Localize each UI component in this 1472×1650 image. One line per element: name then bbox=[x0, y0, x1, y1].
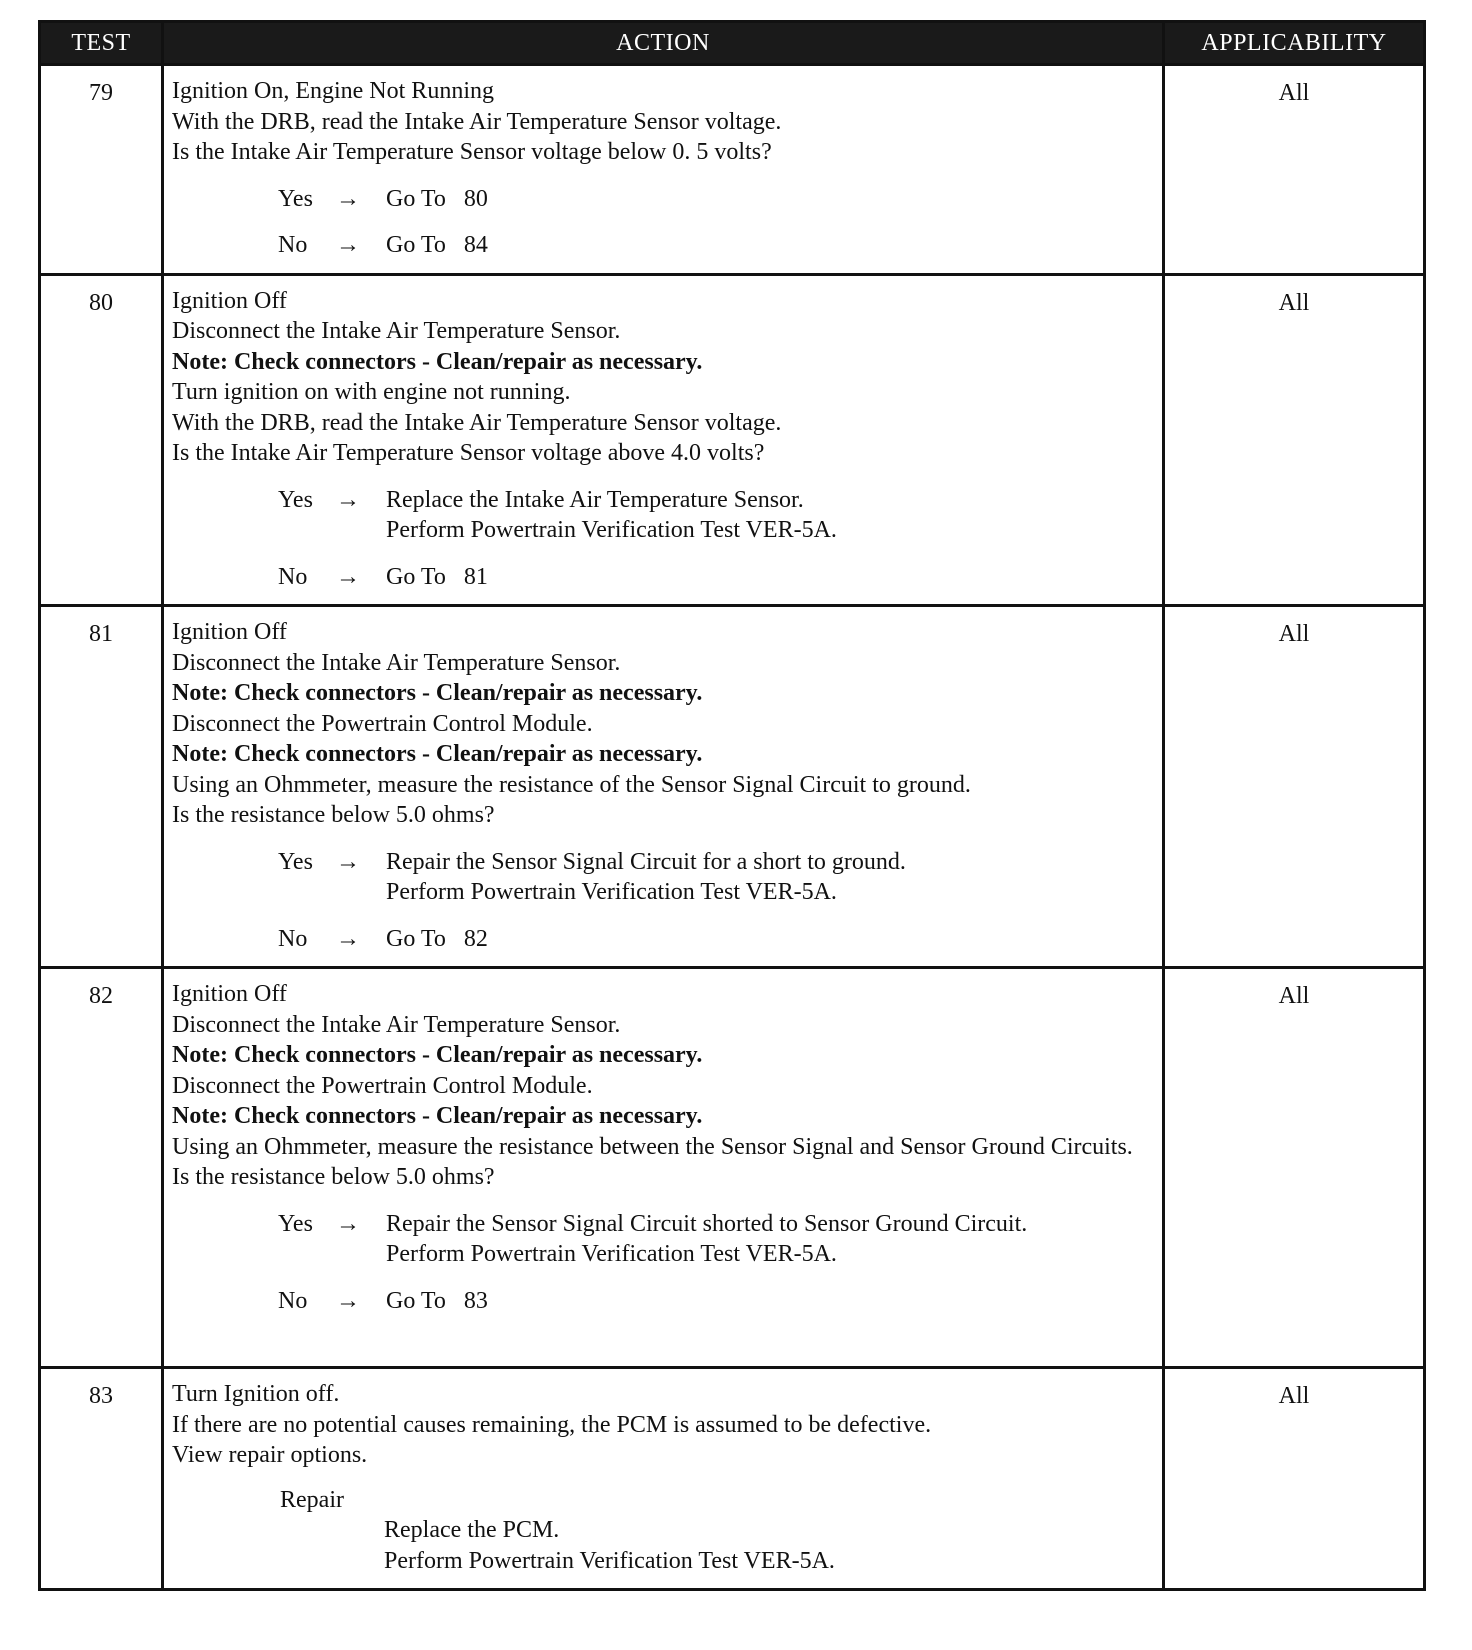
arrow-icon: → bbox=[336, 232, 360, 258]
action-line: With the DRB, read the Intake Air Temperature Sensor voltage. bbox=[172, 108, 782, 135]
arrow-icon: → bbox=[336, 925, 360, 952]
yes-label: Yes bbox=[278, 848, 313, 875]
goto-target: 84 bbox=[463, 232, 488, 258]
yes-result bbox=[386, 1209, 1156, 1270]
goto-target: 81 bbox=[463, 563, 488, 590]
action-line: Disconnect the Powertrain Control Module. bbox=[172, 710, 593, 737]
no-option bbox=[278, 230, 1156, 261]
action-line: Using an Ohmmeter, measure the resistance of the Sensor Signal Circuit to ground. bbox=[172, 771, 971, 798]
note-line: Note: Check connectors - Clean/repair as necessary. bbox=[172, 1103, 703, 1129]
result-line: Repair the Sensor Signal Circuit for a short to ground. bbox=[386, 848, 906, 875]
result-line: Repair the Sensor Signal Circuit shorted to Sensor Ground Circuit. bbox=[386, 1210, 1028, 1237]
action-line: Disconnect the Intake Air Temperature Sensor. bbox=[172, 649, 621, 676]
applicability-cell: All bbox=[1164, 65, 1425, 275]
action-line: Ignition On, Engine Not Running bbox=[172, 78, 494, 104]
action-line: Is the Intake Air Temperature Sensor voltage below 0. 5 volts? bbox=[172, 139, 772, 165]
goto-label: Go To bbox=[386, 232, 446, 258]
no-option bbox=[278, 1286, 1156, 1317]
header-applicability: APPLICABILITY bbox=[1164, 22, 1425, 65]
goto-label: Go To bbox=[386, 563, 446, 590]
action-line: View repair options. bbox=[172, 1442, 368, 1468]
applicability-cell: All bbox=[1164, 606, 1425, 968]
table-row bbox=[40, 968, 1425, 1368]
no-label: No bbox=[278, 925, 308, 952]
result-line: Replace the Intake Air Temperature Sensor. bbox=[386, 486, 804, 513]
no-label: No bbox=[278, 232, 308, 258]
yes-label: Yes bbox=[278, 185, 313, 212]
no-label: No bbox=[278, 563, 308, 590]
action-line: Disconnect the Powertrain Control Module. bbox=[172, 1072, 593, 1099]
no-result bbox=[386, 924, 1156, 955]
repair-label: Repair bbox=[280, 1486, 344, 1513]
arrow-icon: → bbox=[336, 563, 360, 590]
no-label: No bbox=[278, 1287, 308, 1314]
arrow-icon: → bbox=[336, 1287, 360, 1314]
goto-target: 82 bbox=[463, 925, 488, 952]
repair-steps bbox=[384, 1515, 1156, 1576]
diagnostic-test-table bbox=[38, 20, 1426, 1591]
action-cell bbox=[163, 274, 1164, 606]
no-option bbox=[278, 924, 1156, 955]
action-cell bbox=[163, 968, 1164, 1368]
yes-option bbox=[278, 1209, 1156, 1270]
goto-target: 80 bbox=[463, 185, 488, 212]
action-line: Ignition Off bbox=[172, 287, 287, 314]
test-number: 79 bbox=[40, 65, 163, 275]
applicability-cell: All bbox=[1164, 1368, 1425, 1590]
goto-label: Go To bbox=[386, 1287, 446, 1314]
yes-result bbox=[386, 184, 1156, 215]
no-result bbox=[386, 1286, 1156, 1317]
table-row bbox=[40, 65, 1425, 275]
yes-label: Yes bbox=[278, 486, 313, 513]
action-line: Disconnect the Intake Air Temperature Sensor. bbox=[172, 318, 621, 344]
action-line: Turn ignition on with engine not running. bbox=[172, 379, 571, 405]
header-test: TEST bbox=[40, 22, 163, 65]
action-line: Ignition Off bbox=[172, 619, 287, 645]
repair-step: Replace the PCM. bbox=[384, 1517, 560, 1543]
applicability-cell: All bbox=[1164, 968, 1425, 1368]
goto-label: Go To bbox=[386, 925, 446, 952]
no-option bbox=[278, 562, 1156, 593]
no-result bbox=[386, 562, 1156, 593]
action-cell bbox=[163, 65, 1164, 275]
note-line: Note: Check connectors - Clean/repair as necessary. bbox=[172, 348, 703, 375]
note-line: Note: Check connectors - Clean/repair as necessary. bbox=[172, 1042, 703, 1068]
yes-option bbox=[278, 184, 1156, 215]
action-line: With the DRB, read the Intake Air Temperature Sensor voltage. bbox=[172, 409, 782, 436]
result-line: Perform Powertrain Verification Test VER-5A. bbox=[386, 1241, 837, 1267]
action-line: Is the resistance below 5.0 ohms? bbox=[172, 1164, 495, 1190]
arrow-icon: → bbox=[336, 848, 360, 875]
result-line: Perform Powertrain Verification Test VER-5A. bbox=[386, 879, 837, 905]
action-line: If there are no potential causes remaining, the PCM is assumed to be defective. bbox=[172, 1411, 932, 1438]
action-line: Using an Ohmmeter, measure the resistance between the Sensor Signal and Sensor Ground Circuits. bbox=[172, 1133, 1133, 1160]
table-row bbox=[40, 606, 1425, 968]
test-number: 83 bbox=[40, 1368, 163, 1590]
action-line: Is the Intake Air Temperature Sensor voltage above 4.0 volts? bbox=[172, 440, 765, 466]
no-result bbox=[386, 230, 1156, 261]
action-line: Turn Ignition off. bbox=[172, 1381, 340, 1407]
table-header-row bbox=[40, 22, 1425, 65]
result-line: Perform Powertrain Verification Test VER-5A. bbox=[386, 517, 837, 543]
goto-label: Go To bbox=[386, 185, 446, 212]
repair-step: Perform Powertrain Verification Test VER-5A. bbox=[384, 1547, 835, 1574]
yes-result bbox=[386, 485, 1156, 546]
table-row bbox=[40, 1368, 1425, 1590]
yes-option bbox=[278, 485, 1156, 546]
yes-label: Yes bbox=[278, 1210, 313, 1237]
table-row bbox=[40, 274, 1425, 606]
goto-target: 83 bbox=[463, 1287, 488, 1314]
action-cell bbox=[163, 606, 1164, 968]
action-line: Ignition Off bbox=[172, 981, 287, 1007]
note-line: Note: Check connectors - Clean/repair as necessary. bbox=[172, 741, 703, 767]
applicability-cell: All bbox=[1164, 274, 1425, 606]
action-line: Disconnect the Intake Air Temperature Sensor. bbox=[172, 1011, 621, 1038]
action-line: Is the resistance below 5.0 ohms? bbox=[172, 802, 495, 828]
action-cell bbox=[163, 1368, 1164, 1590]
test-number: 81 bbox=[40, 606, 163, 968]
arrow-icon: → bbox=[336, 486, 360, 513]
arrow-icon: → bbox=[336, 1210, 360, 1237]
note-line: Note: Check connectors - Clean/repair as necessary. bbox=[172, 680, 703, 706]
test-number: 80 bbox=[40, 274, 163, 606]
yes-option bbox=[278, 847, 1156, 908]
header-action: ACTION bbox=[163, 22, 1164, 65]
yes-result bbox=[386, 847, 1156, 908]
arrow-icon: → bbox=[336, 185, 360, 212]
test-number: 82 bbox=[40, 968, 163, 1368]
